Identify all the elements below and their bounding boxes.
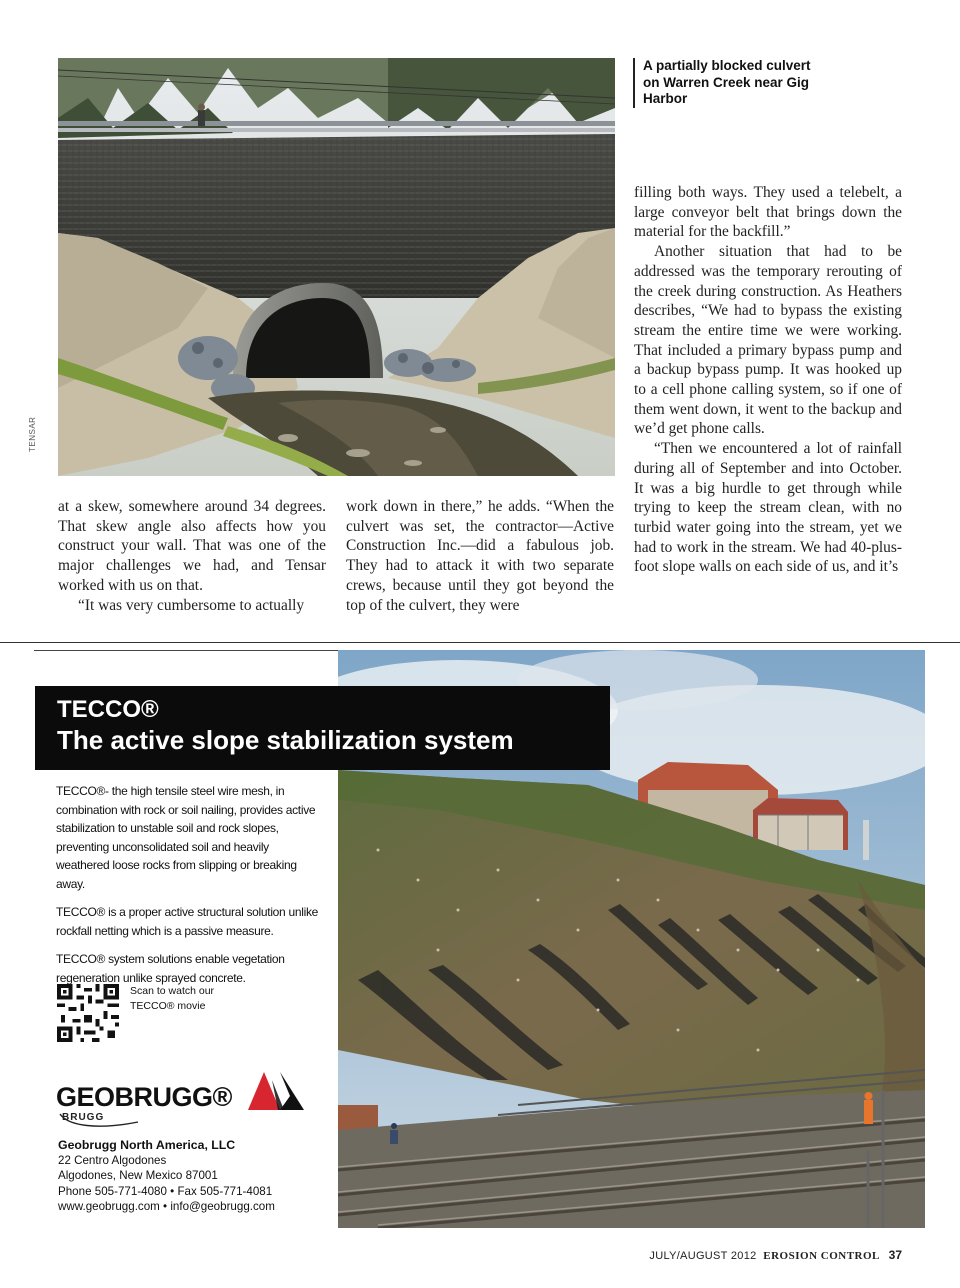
- ad-subtitle: The active slope stabilization system: [57, 725, 514, 755]
- brugg-label: BRUGG: [62, 1112, 105, 1123]
- ad-title: TECCO®: [57, 696, 159, 723]
- address-line-2: Algodones, New Mexico 87001: [58, 1169, 218, 1183]
- web-email[interactable]: www.geobrugg.com • info@geobrugg.com: [58, 1199, 275, 1213]
- article-column-2: [346, 497, 614, 615]
- address-line-1: 22 Centro Algodones: [58, 1154, 167, 1168]
- ad-body: [56, 782, 322, 997]
- paragraph: “Then we encountered a lot of rainfall during all of September and into October. It was a big hurdle to get through while trying to keep the stream clean, with no turbid water going into the stream, yet we had to work in the stream. We had 40-plus-foot slope walls on each side of us, and it’s: [634, 440, 902, 576]
- page-divider: [0, 642, 960, 643]
- ad-banner: [35, 686, 610, 770]
- article-column-right: [634, 183, 902, 577]
- issue-date: JULY/AUGUST 2012: [649, 1250, 757, 1262]
- paragraph: work down in there,” he adds. “When the culvert was set, the contractor—Active Construction Inc.—did a fabulous job. They had to attack it with two separate crews, because until they got beyond the top of the culvert, they were: [346, 498, 614, 614]
- paragraph: filling both ways. They used a telebelt, a large conveyor belt that brings down the material for the backfill.”: [634, 184, 902, 241]
- qr-code[interactable]: [56, 984, 120, 1042]
- paragraph: “It was very cumbersome to actually: [78, 596, 305, 614]
- qr-caption: Scan to watch our TECCO® movie: [130, 985, 215, 1012]
- culvert-photo: [58, 58, 615, 476]
- geobrugg-logo-text: GEOBRUGG®: [56, 1082, 232, 1112]
- ad-paragraph: TECCO®- the high tensile steel wire mesh, in combination with rock or soil nailing, provides active stabilization to unstable soil and rock slopes, preventing unconsolidated soil and heavily weathered loose rocks from slipping or breaking away.: [56, 784, 316, 891]
- page-number: 37: [888, 1248, 902, 1262]
- page-footer: [649, 1248, 902, 1262]
- ad-paragraph: TECCO® system solutions enable vegetation regeneration unlike sprayed concrete.: [56, 952, 285, 985]
- geobrugg-logo-icon: [244, 1068, 306, 1112]
- photo-caption: A partially blocked culvert on Warren Creek near Gig Harbor: [633, 58, 813, 108]
- company-address: [58, 1138, 328, 1214]
- paragraph: at a skew, somewhere around 34 degrees. That skew angle also affects how you construct your wall. That was one of the major challenges we had, and Tensar worked with us on that.: [58, 498, 326, 594]
- phone-fax: Phone 505-771-4080 • Fax 505-771-4081: [58, 1184, 273, 1198]
- ad-paragraph: TECCO® is a proper active structural solution unlike rockfall netting which is a passive measure.: [56, 905, 319, 938]
- paragraph: Another situation that had to be addressed was the temporary rerouting of the creek during construction. As Heathers describes, “We had to bypass the existing stream the entire time we were working. That included a primary bypass pump and a backup bypass pump. It was hooked up to a cell phone calling system, so if one of them went down, it went to the backup and we’d get phone calls.: [634, 243, 902, 438]
- article-column-1: [58, 497, 326, 615]
- company-name: Geobrugg North America, LLC: [58, 1138, 236, 1152]
- magazine-name: EROSION CONTROL: [763, 1250, 880, 1262]
- photo-credit: TENSAR: [28, 416, 37, 452]
